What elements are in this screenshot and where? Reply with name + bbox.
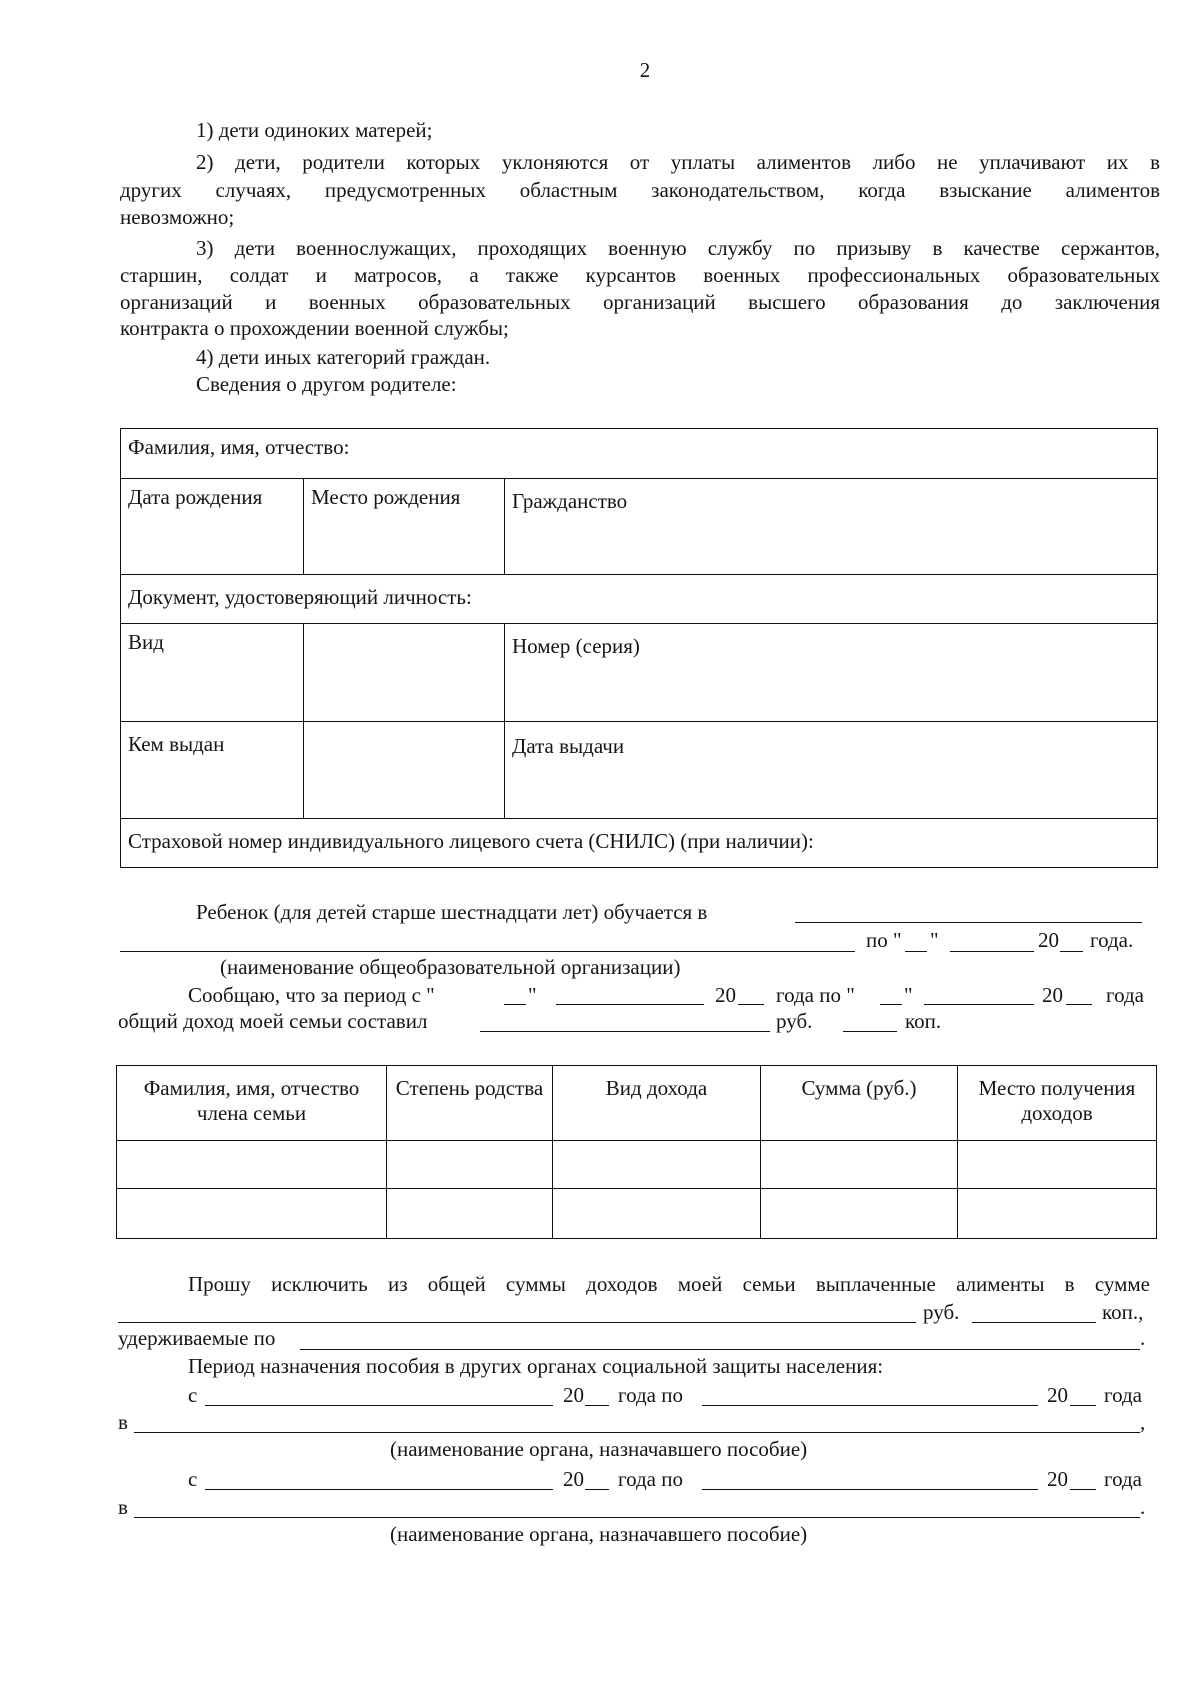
income-header-place: Место получения доходов: [958, 1066, 1157, 1141]
table-cell[interactable]: [387, 1141, 553, 1189]
income-header-amount: Сумма (руб.): [761, 1066, 958, 1141]
alimony-withheld-field[interactable]: [300, 1349, 1140, 1350]
category-2-line-2: других случаях, предусмотренных областным законодательством, когда взыскание алиментов: [120, 178, 1160, 202]
alimony-dot: .: [1140, 1326, 1146, 1350]
income-table: [116, 1065, 1157, 1239]
income-header-type: Вид дохода: [553, 1066, 761, 1141]
page-number: 2: [639, 58, 651, 82]
alimony-kop-field[interactable]: [972, 1322, 1096, 1323]
income-period-start: Сообщаю, что за период с ": [188, 983, 435, 1007]
benefit-2-caption: (наименование органа, назначавшего пособие): [390, 1522, 808, 1546]
benefit-1-goda: года: [1104, 1383, 1142, 1407]
benefit-2-dot: .: [1140, 1495, 1146, 1519]
benefit-1-v-label: в: [118, 1410, 128, 1434]
benefit-2-to-year-prefix: 20: [1047, 1467, 1068, 1491]
study-caption: (наименование общеобразовательной организации): [220, 955, 681, 979]
issued-by-label-cell: [121, 722, 304, 819]
table-row: [117, 1189, 1157, 1239]
citizenship-label: Гражданство: [512, 489, 628, 513]
table-cell[interactable]: [117, 1141, 387, 1189]
study-year-field[interactable]: [1060, 951, 1083, 952]
other-parent-heading: Сведения о другом родителе:: [196, 372, 457, 396]
table-cell[interactable]: [117, 1189, 387, 1239]
benefit-1-comma: ,: [1140, 1410, 1146, 1434]
school-name-line-2[interactable]: [120, 951, 855, 952]
category-3-line-1: 3) дети военнослужащих, проходящих военную службу по призыву в качестве сержантов,: [196, 236, 1160, 260]
doc-number-label: Номер (серия): [512, 634, 640, 658]
income-header-relation: Степень родства: [387, 1066, 553, 1141]
income-total-rub-field[interactable]: [480, 1031, 770, 1032]
income-from-year-field[interactable]: [738, 1004, 764, 1005]
benefit-2-v-label: в: [118, 1495, 128, 1519]
birth-place-field[interactable]: [304, 479, 505, 575]
category-2-line-1: 2) дети, родители которых уклоняются от уплаты алиментов либо не уплачивают их в: [196, 150, 1160, 174]
alimony-kop-label: коп.,: [1102, 1300, 1144, 1324]
benefit-1-organ-field[interactable]: [134, 1432, 1140, 1433]
doc-type-field[interactable]: [304, 624, 505, 722]
benefit-2-organ-field[interactable]: [134, 1517, 1140, 1518]
alimony-rub-label: руб.: [923, 1300, 960, 1324]
benefit-1-to-field[interactable]: [702, 1405, 1038, 1406]
id-document-label: Документ, удостоверяющий личность:: [128, 585, 472, 609]
income-to-year-field[interactable]: [1066, 1004, 1092, 1005]
income-total-kop-field[interactable]: [843, 1031, 897, 1032]
birth-date-field[interactable]: [121, 479, 304, 575]
category-3-line-2: старшин, солдат и матросов, а также курсантов военных профессиональных образовательных: [120, 263, 1160, 287]
study-month-field[interactable]: [950, 951, 1034, 952]
snils-field[interactable]: [121, 819, 1158, 868]
benefit-1-caption: (наименование органа, назначавшего пособие): [390, 1437, 808, 1461]
issued-by-field[interactable]: [304, 722, 505, 819]
table-row: [117, 1141, 1157, 1189]
benefit-1-from-field[interactable]: [205, 1405, 553, 1406]
category-3-line-4: контракта о прохождении военной службы;: [120, 316, 509, 340]
full-name-field[interactable]: [121, 429, 1158, 479]
income-to-quote: ": [904, 983, 913, 1007]
benefit-2-to-field[interactable]: [702, 1489, 1038, 1490]
alimony-line-1: Прошу исключить из общей суммы доходов моей семьи выплаченные алименты в сумме: [188, 1272, 1150, 1296]
full-name-label: Фамилия, имя, отчество:: [128, 435, 350, 459]
category-2-line-3: невозможно;: [120, 205, 235, 229]
birth-date-label: Дата рождения: [128, 485, 263, 509]
doc-type-label-cell: [121, 624, 304, 722]
study-year-prefix: 20: [1038, 928, 1059, 952]
income-goda-label: года: [1106, 983, 1144, 1007]
benefit-heading: Период назначения пособия в других органах социальной защиты населения:: [188, 1354, 884, 1378]
income-to-month-field[interactable]: [924, 1004, 1034, 1005]
income-from-quote: ": [528, 983, 537, 1007]
issue-date-label: Дата выдачи: [512, 734, 625, 758]
benefit-1-from-label: с: [188, 1383, 198, 1407]
benefit-1-to-year-prefix: 20: [1047, 1383, 1068, 1407]
benefit-1-goda-po: года по: [618, 1383, 683, 1407]
income-to-year-prefix: 20: [1042, 983, 1063, 1007]
income-total-label: общий доход моей семьи составил: [118, 1009, 428, 1033]
benefit-2-year-prefix: 20: [563, 1467, 584, 1491]
table-cell[interactable]: [553, 1141, 761, 1189]
benefit-1-year-field[interactable]: [585, 1405, 609, 1406]
doc-type-label: Вид: [128, 630, 164, 654]
school-name-line-1[interactable]: [795, 922, 1142, 923]
table-cell[interactable]: [761, 1189, 958, 1239]
income-kop-label: коп.: [905, 1009, 942, 1033]
doc-number-field[interactable]: [505, 624, 1158, 722]
study-year-suffix: года.: [1090, 928, 1134, 952]
income-from-month-field[interactable]: [556, 1004, 704, 1005]
table-cell[interactable]: [553, 1189, 761, 1239]
category-4: 4) дети иных категорий граждан.: [196, 345, 491, 369]
snils-label: Страховой номер индивидуального лицевого счета (СНИЛС) (при наличии):: [128, 829, 814, 853]
alimony-amount-field[interactable]: [118, 1322, 916, 1323]
benefit-2-to-year-field[interactable]: [1070, 1489, 1096, 1490]
table-cell[interactable]: [958, 1141, 1157, 1189]
alimony-withheld-label: удерживаемые по: [118, 1326, 276, 1350]
table-cell[interactable]: [958, 1189, 1157, 1239]
study-line-1: Ребенок (для детей старше шестнадцати лет) обучается в: [196, 900, 708, 924]
birth-place-label: Место рождения: [311, 485, 461, 509]
study-day-field[interactable]: [905, 951, 927, 952]
income-goda-po: года по ": [776, 983, 855, 1007]
income-rub-label: руб.: [776, 1009, 813, 1033]
study-po-label: по ": [866, 928, 902, 952]
benefit-2-from-label: с: [188, 1467, 198, 1491]
benefit-2-goda: года: [1104, 1467, 1142, 1491]
benefit-2-goda-po: года по: [618, 1467, 683, 1491]
study-quote: ": [930, 928, 939, 952]
income-to-day-field[interactable]: [880, 1004, 902, 1005]
income-header-name: Фамилия, имя, отчество члена семьи: [117, 1066, 387, 1141]
income-from-year-prefix: 20: [715, 983, 736, 1007]
income-from-day-field[interactable]: [504, 1004, 526, 1005]
benefit-1-to-year-field[interactable]: [1070, 1405, 1096, 1406]
id-document-row: [121, 575, 1158, 624]
issue-date-field[interactable]: [505, 722, 1158, 819]
category-3-line-3: организаций и военных образовательных организаций высшего образования до заключения: [120, 290, 1160, 314]
other-parent-table: [120, 428, 1158, 868]
benefit-2-from-field[interactable]: [205, 1489, 553, 1490]
table-cell[interactable]: [761, 1141, 958, 1189]
category-1: 1) дети одиноких матерей;: [196, 118, 433, 142]
benefit-1-year-prefix: 20: [563, 1383, 584, 1407]
benefit-2-year-field[interactable]: [585, 1489, 609, 1490]
citizenship-field[interactable]: [505, 479, 1158, 575]
issued-by-label: Кем выдан: [128, 732, 225, 756]
table-cell[interactable]: [387, 1189, 553, 1239]
